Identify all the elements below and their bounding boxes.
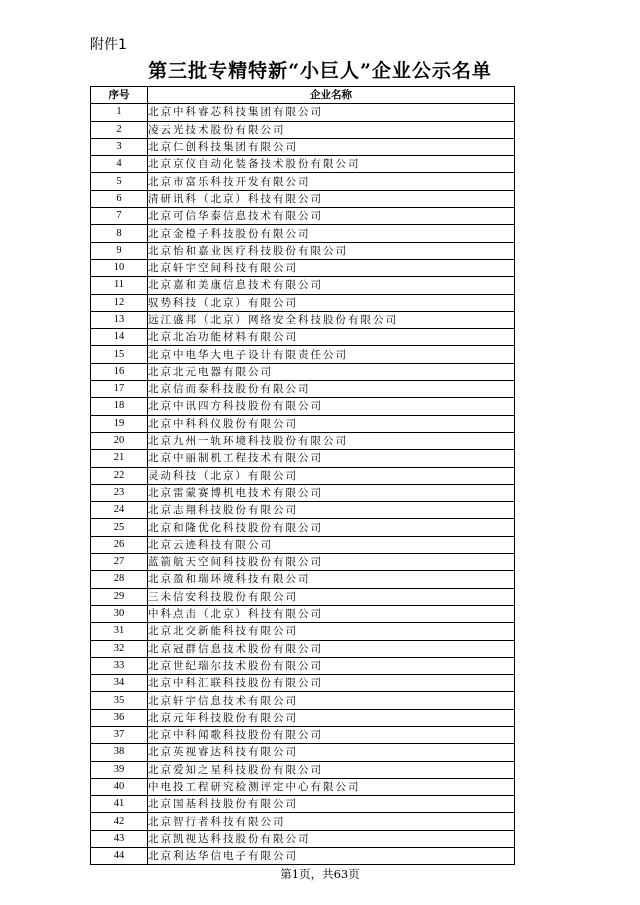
serial-number-cell: 32 (91, 640, 148, 657)
company-name-cell: 清研讯科（北京）科技有限公司 (148, 190, 515, 207)
header-serial-number: 序号 (91, 87, 148, 104)
table-row (91, 329, 515, 346)
company-name-cell: 北京可信华泰信息技术有限公司 (148, 208, 515, 225)
company-name-cell: 北京凯视达科技股份有限公司 (148, 830, 515, 847)
company-name-cell: 灵动科技（北京）有限公司 (148, 467, 515, 484)
company-name-cell: 北京中科睿芯科技集团有限公司 (148, 104, 515, 121)
table-row (91, 848, 515, 865)
company-name-cell: 北京利达华信电子有限公司 (148, 848, 515, 865)
table-row (91, 156, 515, 173)
serial-number-cell: 43 (91, 830, 148, 847)
serial-number-cell: 22 (91, 467, 148, 484)
table-row (91, 571, 515, 588)
serial-number-cell: 36 (91, 709, 148, 726)
serial-number-cell: 28 (91, 571, 148, 588)
serial-number-cell: 2 (91, 121, 148, 138)
serial-number-cell: 16 (91, 363, 148, 380)
table-row (91, 294, 515, 311)
table-row (91, 830, 515, 847)
company-name-cell: 北京世纪瑞尔技术股份有限公司 (148, 657, 515, 674)
company-name-cell: 三未信安科技股份有限公司 (148, 588, 515, 605)
table-row (91, 277, 515, 294)
serial-number-cell: 20 (91, 432, 148, 449)
table-row (91, 484, 515, 501)
table-row (91, 121, 515, 138)
company-name-cell: 北京和隆优化科技股份有限公司 (148, 519, 515, 536)
serial-number-cell: 23 (91, 484, 148, 501)
company-name-cell: 北京中科闻歌科技股份有限公司 (148, 726, 515, 743)
table-row (91, 208, 515, 225)
table-row (91, 225, 515, 242)
company-name-cell: 北京市富乐科技开发有限公司 (148, 173, 515, 190)
page-title: 第三批专精特新“小巨人”企业公示名单 (148, 60, 492, 82)
serial-number-cell: 1 (91, 104, 148, 121)
table-row (91, 726, 515, 743)
table-row (91, 415, 515, 432)
company-name-cell: 北京金橙子科技股份有限公司 (148, 225, 515, 242)
company-name-cell: 北京北交新能科技有限公司 (148, 623, 515, 640)
table-row (91, 502, 515, 519)
company-name-cell: 远江盛邦（北京）网络安全科技股份有限公司 (148, 311, 515, 328)
table-row (91, 761, 515, 778)
serial-number-cell: 21 (91, 450, 148, 467)
company-name-cell: 北京九州一轨环境科技股份有限公司 (148, 432, 515, 449)
serial-number-cell: 4 (91, 156, 148, 173)
serial-number-cell: 7 (91, 208, 148, 225)
table-row (91, 796, 515, 813)
serial-number-cell: 10 (91, 259, 148, 276)
table-row (91, 605, 515, 622)
serial-number-cell: 14 (91, 329, 148, 346)
company-name-cell: 北京仁创科技集团有限公司 (148, 138, 515, 155)
serial-number-cell: 33 (91, 657, 148, 674)
serial-number-cell: 41 (91, 796, 148, 813)
attachment-label: 附件1 (90, 37, 127, 53)
serial-number-cell: 17 (91, 381, 148, 398)
company-name-cell: 北京中丽制机工程技术有限公司 (148, 450, 515, 467)
serial-number-cell: 8 (91, 225, 148, 242)
serial-number-cell: 38 (91, 744, 148, 761)
company-name-cell: 北京爱知之星科技股份有限公司 (148, 761, 515, 778)
table-row (91, 692, 515, 709)
serial-number-cell: 24 (91, 502, 148, 519)
serial-number-cell: 18 (91, 398, 148, 415)
company-name-cell: 北京冠群信息技术股份有限公司 (148, 640, 515, 657)
table-row (91, 259, 515, 276)
company-name-cell: 北京嘉和美康信息技术有限公司 (148, 277, 515, 294)
serial-number-cell: 35 (91, 692, 148, 709)
company-name-cell: 北京中讯四方科技股份有限公司 (148, 398, 515, 415)
table-row (91, 467, 515, 484)
serial-number-cell: 39 (91, 761, 148, 778)
header-company-name: 企业名称 (148, 87, 515, 104)
table-row (91, 675, 515, 692)
table-row (91, 640, 515, 657)
company-name-cell: 北京怡和嘉业医疗科技股份有限公司 (148, 242, 515, 259)
company-name-cell: 北京京仪自动化装备技术股份有限公司 (148, 156, 515, 173)
table-row (91, 381, 515, 398)
serial-number-cell: 15 (91, 346, 148, 363)
serial-number-cell: 40 (91, 778, 148, 795)
serial-number-cell: 26 (91, 536, 148, 553)
table-row (91, 536, 515, 553)
company-name-cell: 中电投工程研究检测评定中心有限公司 (148, 778, 515, 795)
table-header-row (91, 87, 515, 104)
serial-number-cell: 42 (91, 813, 148, 830)
serial-number-cell: 6 (91, 190, 148, 207)
company-name-cell: 北京信而泰科技股份有限公司 (148, 381, 515, 398)
serial-number-cell: 25 (91, 519, 148, 536)
table-row (91, 311, 515, 328)
table-row (91, 778, 515, 795)
table-row (91, 242, 515, 259)
company-name-cell: 北京轩宇信息技术有限公司 (148, 692, 515, 709)
serial-number-cell: 34 (91, 675, 148, 692)
company-table (90, 86, 515, 865)
page-footer: 第1页，共63页 (280, 867, 360, 881)
company-name-cell: 北京中科汇联科技股份有限公司 (148, 675, 515, 692)
serial-number-cell: 31 (91, 623, 148, 640)
serial-number-cell: 44 (91, 848, 148, 865)
company-name-cell: 北京元年科技股份有限公司 (148, 709, 515, 726)
table-row (91, 398, 515, 415)
company-name-cell: 北京轩宇空间科技有限公司 (148, 259, 515, 276)
company-name-cell: 北京中电华大电子设计有限责任公司 (148, 346, 515, 363)
company-name-cell: 北京北冶功能材料有限公司 (148, 329, 515, 346)
serial-number-cell: 37 (91, 726, 148, 743)
serial-number-cell: 9 (91, 242, 148, 259)
company-name-cell: 北京志翔科技股份有限公司 (148, 502, 515, 519)
table-row (91, 363, 515, 380)
table-row (91, 432, 515, 449)
company-name-cell: 凌云光技术股份有限公司 (148, 121, 515, 138)
company-name-cell: 北京智行者科技有限公司 (148, 813, 515, 830)
company-name-cell: 中科点击（北京）科技有限公司 (148, 605, 515, 622)
company-name-cell: 北京雷蒙赛博机电技术有限公司 (148, 484, 515, 501)
company-name-cell: 驭势科技（北京）有限公司 (148, 294, 515, 311)
company-name-cell: 北京英视睿达科技有限公司 (148, 744, 515, 761)
table-row (91, 450, 515, 467)
table-row (91, 623, 515, 640)
company-name-cell: 蓝箭航天空间科技股份有限公司 (148, 554, 515, 571)
company-name-cell: 北京盈和瑞环境科技有限公司 (148, 571, 515, 588)
table-row (91, 519, 515, 536)
serial-number-cell: 12 (91, 294, 148, 311)
serial-number-cell: 13 (91, 311, 148, 328)
serial-number-cell: 11 (91, 277, 148, 294)
serial-number-cell: 30 (91, 605, 148, 622)
serial-number-cell: 29 (91, 588, 148, 605)
table-row (91, 744, 515, 761)
table-row (91, 657, 515, 674)
table-row (91, 813, 515, 830)
table-row (91, 346, 515, 363)
company-name-cell: 北京云迹科技有限公司 (148, 536, 515, 553)
table-row (91, 554, 515, 571)
table-row (91, 104, 515, 121)
company-name-cell: 北京国基科技股份有限公司 (148, 796, 515, 813)
serial-number-cell: 27 (91, 554, 148, 571)
table-row (91, 173, 515, 190)
table-row (91, 190, 515, 207)
company-name-cell: 北京北元电器有限公司 (148, 363, 515, 380)
serial-number-cell: 19 (91, 415, 148, 432)
table-row (91, 588, 515, 605)
serial-number-cell: 3 (91, 138, 148, 155)
serial-number-cell: 5 (91, 173, 148, 190)
table-row (91, 138, 515, 155)
company-name-cell: 北京中科科仪股份有限公司 (148, 415, 515, 432)
table-row (91, 709, 515, 726)
